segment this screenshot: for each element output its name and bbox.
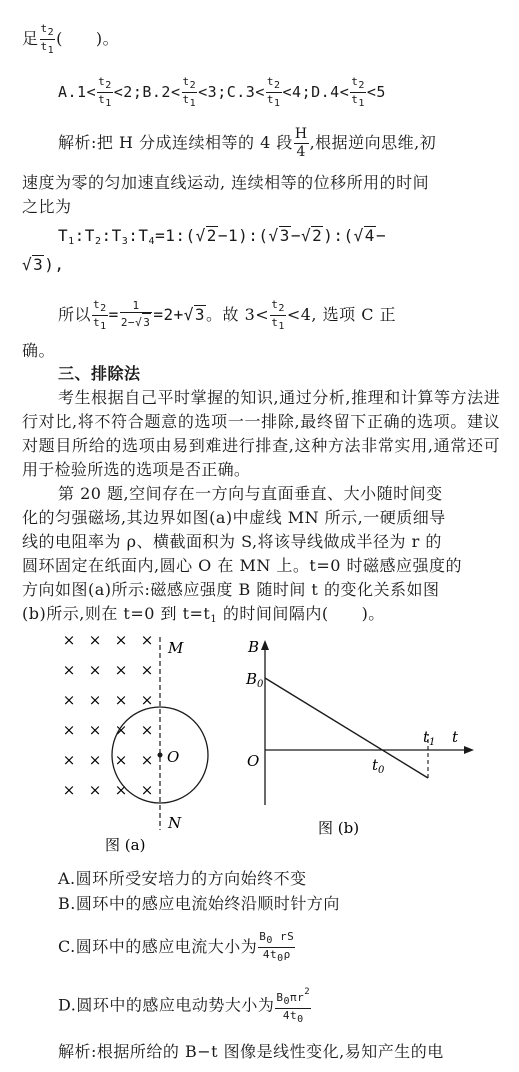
field-cross: × xyxy=(114,691,128,709)
text: 3 xyxy=(121,236,129,247)
label-m: M xyxy=(168,639,184,657)
text: 2− xyxy=(120,316,136,329)
field-cross: × xyxy=(140,781,154,799)
text: 。故 3< xyxy=(206,305,270,324)
options-ratio xyxy=(58,75,386,110)
fraction-t2-t1 xyxy=(40,22,56,57)
field-cross: × xyxy=(62,661,76,679)
field-cross: × xyxy=(88,781,102,799)
magnetic-field-crosses xyxy=(63,631,154,799)
solution-2-line: 解析:根据所给的 B−t 图像是线性变化,易知产生的电 xyxy=(58,1042,444,1061)
q20-line-1: 第 20 题,空间存在一方向与直面垂直、大小随时间变 xyxy=(58,484,443,503)
fraction: $\frac{t2}{t1}$ xyxy=(93,298,107,332)
fraction: $\frac{t2}{t1}$ xyxy=(271,298,285,332)
fraction-h-4 xyxy=(294,126,309,161)
time-ratio-equation-cont: √3), xyxy=(22,255,65,274)
text: <4; xyxy=(282,83,312,101)
label-b0 xyxy=(245,670,264,690)
text: H xyxy=(294,126,308,142)
text: rS xyxy=(272,930,295,943)
text: <5 xyxy=(366,83,386,101)
text: C.圆环中的感应电流大小为 xyxy=(58,937,258,956)
text: :T xyxy=(128,226,149,245)
fraction-b0pir2-over-4t0 xyxy=(275,986,311,1026)
text: B xyxy=(259,930,267,943)
text: ), xyxy=(44,255,65,274)
text: t xyxy=(40,40,48,53)
text: 1 xyxy=(429,737,436,748)
text: ):( xyxy=(323,226,354,245)
caption-a: 图 (a) xyxy=(105,836,146,854)
text: −1):( xyxy=(217,226,269,245)
text: πr xyxy=(290,991,305,1004)
q20-line-4: 圆环固定在纸面内,圆心 O 在 MN 上。t=0 时磁感应强度的 xyxy=(22,556,463,575)
figure-a xyxy=(55,625,245,855)
t-axis-arrow-icon xyxy=(464,746,474,754)
text: 1 xyxy=(68,236,75,247)
radicand: 2 xyxy=(206,226,217,245)
center-point-o xyxy=(158,753,163,758)
option-d-text xyxy=(58,986,312,1026)
solution-line-2: 速度为零的匀加速直线运动, 连续相等的位移所用的时间 xyxy=(22,173,430,192)
label-o: O xyxy=(167,748,180,766)
text: =1:( xyxy=(155,226,196,245)
text: ( )。 xyxy=(56,29,120,48)
radicand: 3 xyxy=(194,305,205,324)
text: <4, 选项 C 正 xyxy=(286,305,397,324)
q20-line-3: 线的电阻率为 ρ、横截面积为 S,将该导线做成半径为 r 的 xyxy=(22,532,442,551)
radicand: 4 xyxy=(364,226,375,245)
text: <3; xyxy=(198,83,227,101)
text: 2 xyxy=(94,236,102,247)
label-n: N xyxy=(168,814,182,832)
field-cross: × xyxy=(88,631,102,649)
field-cross: × xyxy=(140,631,154,649)
text: C.3< xyxy=(226,83,265,101)
text: <2; xyxy=(113,83,143,101)
b-axis-arrow-icon xyxy=(261,640,269,650)
text: D.圆环中的感应电动势大小为 xyxy=(58,995,275,1015)
field-cross: × xyxy=(114,751,128,769)
text: B xyxy=(246,670,258,688)
fraction: $\frac{t2}{t1}$ xyxy=(182,75,197,109)
field-cross: × xyxy=(62,751,76,769)
text: :T xyxy=(74,226,95,245)
field-cross: × xyxy=(62,781,76,799)
option-c-text xyxy=(58,930,296,965)
fraction-1-over-2-minus-root3: $\frac{1}{2-√3}$ xyxy=(120,299,153,332)
section-paragraph: 考生根据自己平时掌握的知识,通过分析,推理和计算等方法进行对比,将不符合题意的选项一一排除,最终留下正确的选项。建议对题目所给的选项由易到难进行排查,这种方法非常实用,通常还可用于检验所选的选项是否正确。 xyxy=(22,388,500,479)
option-b-text: B.圆环中的感应电流始终沿顺时针方向 xyxy=(58,894,340,913)
question-tail xyxy=(22,22,119,57)
q20-line-2: 化的匀强磁场,其边界如图(a)中虚线 MN 所示,一硬质细导 xyxy=(22,508,446,527)
text: − xyxy=(290,226,301,245)
radicand: 3 xyxy=(279,226,290,245)
text: 4 xyxy=(296,144,306,160)
text: t xyxy=(40,22,48,35)
option-c xyxy=(226,75,312,109)
q20-line-5: 方向如图(a)所示:磁感应强度 B 随时间 t 的变化关系如图 xyxy=(22,580,440,599)
figure-b xyxy=(240,630,485,855)
text: A.1< xyxy=(58,83,97,101)
text: 的时间间隔内( )。 xyxy=(217,604,385,623)
fraction: $\frac{t2}{t1}$ xyxy=(351,75,365,109)
text: t xyxy=(423,728,430,746)
text: 0 xyxy=(297,1014,304,1025)
field-cross: × xyxy=(114,781,128,799)
text: 4t xyxy=(262,948,278,961)
field-cross: × xyxy=(88,691,102,709)
time-ratio-equation: $T_1:T_2:T_3:T_4=1:(√2-1):(√3-√2):(√4-$ xyxy=(58,226,387,247)
fraction-b0rs-over-4t0rho xyxy=(258,930,295,965)
field-cross: × xyxy=(88,751,102,769)
text: 2 xyxy=(304,987,311,997)
solution-conclusion: 所以 $\frac{t2}{t1}$ = $\frac{1}{2-√3}$ =2+√3。故 3< $\frac{t2}{t1}$ <4, 选项 C 正 xyxy=(58,298,397,332)
field-cross: × xyxy=(62,691,76,709)
text: ,根据逆向思维,初 xyxy=(309,133,437,152)
text: 足 xyxy=(22,29,39,48)
option-b xyxy=(142,75,227,109)
radicand: 3 xyxy=(33,255,44,274)
field-cross: × xyxy=(114,631,128,649)
label-origin: O xyxy=(247,752,260,770)
field-cross: × xyxy=(114,661,128,679)
text: 解析:把 H 分成连续相等的 4 段 xyxy=(58,133,293,152)
text: 1 xyxy=(47,45,55,56)
text: 0 xyxy=(266,935,273,946)
text: 0 xyxy=(257,679,264,690)
field-cross: × xyxy=(140,721,154,739)
field-cross: × xyxy=(88,661,102,679)
radicand: 2 xyxy=(312,226,323,245)
text: =2+ xyxy=(153,305,184,324)
text: 1 xyxy=(210,614,218,625)
option-a-text: A.圆环所受安培力的方向始终不变 xyxy=(58,869,307,888)
radicand: 3 xyxy=(142,313,151,332)
label-t: t xyxy=(452,728,459,746)
fraction: $\frac{t2}{t1}$ xyxy=(98,75,112,109)
solution-line-1 xyxy=(58,126,436,161)
solution-line-3: 之比为 xyxy=(22,197,72,216)
field-cross: × xyxy=(62,721,76,739)
text: 0 xyxy=(283,996,291,1007)
field-cross: × xyxy=(114,721,128,739)
text: :T xyxy=(101,226,122,245)
text: 2 xyxy=(47,27,55,38)
field-cross: × xyxy=(88,721,102,739)
text: 1 xyxy=(120,299,153,313)
label-t0 xyxy=(372,756,385,776)
text: T xyxy=(58,226,69,245)
text: B.2< xyxy=(142,83,181,101)
text: (b)所示,则在 t=0 到 t=t xyxy=(22,604,211,623)
text: 4t xyxy=(282,1009,298,1022)
option-d xyxy=(311,75,386,109)
option-a xyxy=(58,75,143,109)
text: 所以 xyxy=(58,305,92,324)
fraction: $\frac{t2}{t1}$ xyxy=(266,75,281,109)
label-t1 xyxy=(423,728,435,748)
label-b: B xyxy=(248,638,260,656)
solution-end: 确。 xyxy=(22,341,56,360)
field-cross: × xyxy=(62,631,76,649)
field-cross: × xyxy=(140,661,154,679)
text: 0 xyxy=(378,765,385,776)
text: 4 xyxy=(148,236,156,247)
caption-b: 图 (b) xyxy=(318,819,360,837)
text: ρ xyxy=(283,948,291,961)
field-cross: × xyxy=(140,751,154,769)
text: 0 xyxy=(277,953,284,964)
text: − xyxy=(375,226,387,245)
text: B xyxy=(276,991,284,1004)
text: t xyxy=(372,756,379,774)
section-title: 三、排除法 xyxy=(58,364,141,383)
text: D.4< xyxy=(311,83,350,101)
field-cross: × xyxy=(140,691,154,709)
b-t-line xyxy=(265,678,428,778)
